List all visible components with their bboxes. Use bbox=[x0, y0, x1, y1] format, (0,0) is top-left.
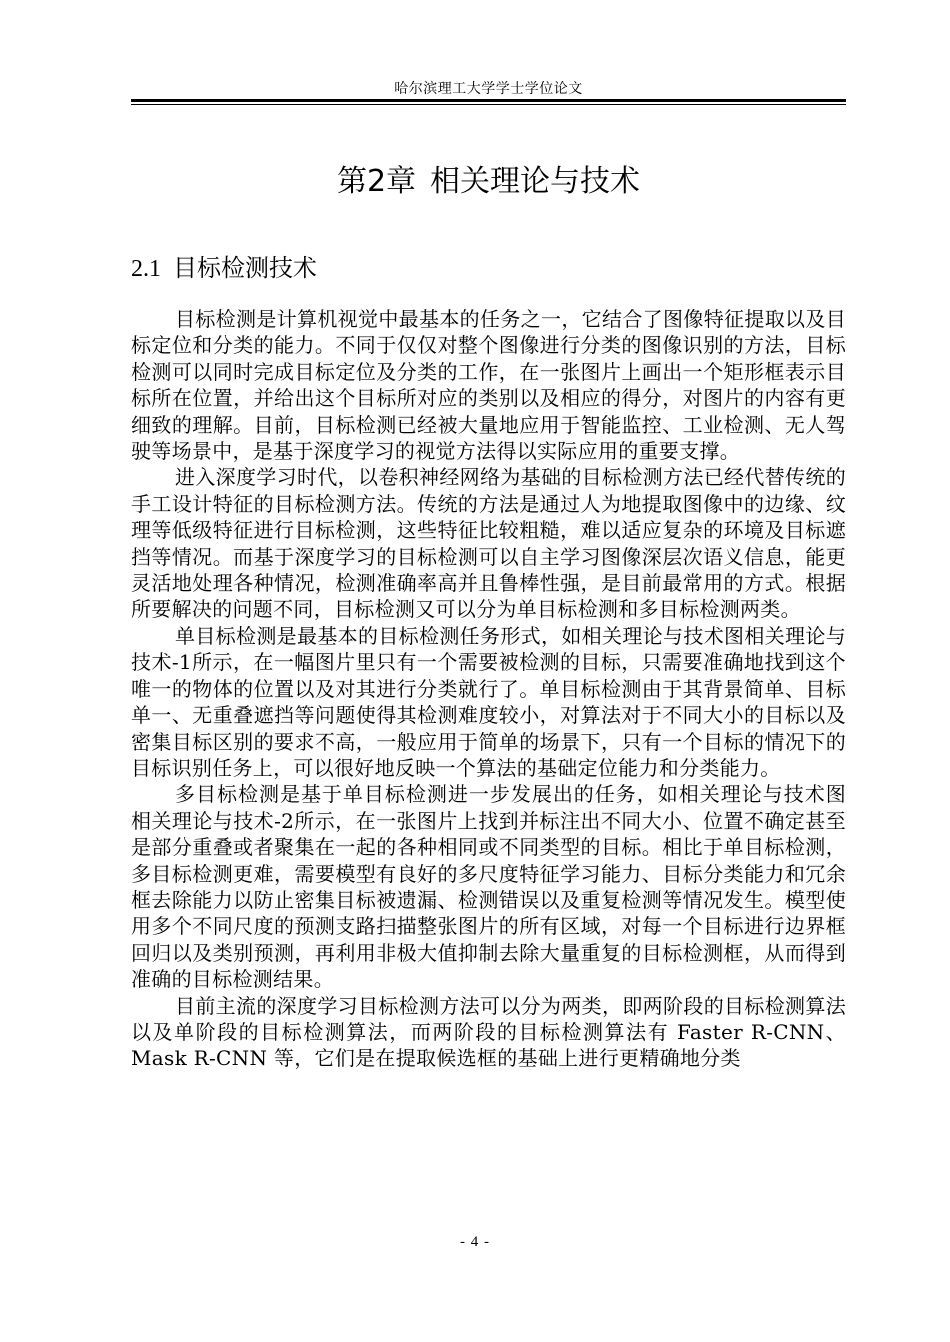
chapter-name: 相关理论与技术 bbox=[430, 164, 641, 199]
section-number: 2.1 bbox=[131, 256, 161, 282]
body-text bbox=[131, 306, 846, 1072]
paragraph: 进入深度学习时代，以卷积神经网络为基础的目标检测方法已经代替传统的手工设计特征的目标检测方法。传统的方法是通过人为地提取图像中的边缘、纹理等低级特征进行目标检测，这些特征比较粗糙，难以适应复杂的环境及目标遮挡等情况。而基于深度学习的目标检测可以自主学习图像深层次语义信息，能更灵活地处理各种情况，检测准确率高并且鲁棒性强，是目前最常用的方式。根据所要解决的问题不同，目标检测又可以分为单目标检测和多目标检测两类。 bbox=[131, 465, 846, 622]
header-rule bbox=[131, 99, 846, 102]
paragraph: 目前主流的深度学习目标检测方法可以分为两类，即两阶段的目标检测算法以及单阶段的目标检测算法，而两阶段的目标检测算法有 Faster R-CNN、Mask R-CNN 等，它们是在提取候选框的基础上进行更精确地分类 bbox=[131, 993, 846, 1071]
paragraph: 目标检测是计算机视觉中最基本的任务之一，它结合了图像特征提取以及目标定位和分类的能力。不同于仅仅对整个图像进行分类的图像识别的方法，目标检测可以同时完成目标定位及分类的工作，在一张图片上画出一个矩形框表示目标所在位置，并给出这个目标所对应的类别以及相应的得分，对图片的内容有更细致的理解。目前，目标检测已经被大量地应用于智能监控、工业检测、无人驾驶等场景中，是基于深度学习的视觉方法得以实际应用的重要支撑。 bbox=[131, 307, 846, 464]
chapter-number: 第2章 bbox=[336, 164, 417, 199]
page-number: - 4 - bbox=[460, 1234, 490, 1250]
chapter-title bbox=[131, 156, 846, 200]
section-name: 目标检测技术 bbox=[173, 254, 317, 282]
paragraph: 单目标检测是最基本的目标检测任务形式，如相关理论与技术图相关理论与技术-1所示，在一幅图片里只有一个需要被检测的目标，只需要准确地找到这个唯一的物体的位置以及对其进行分类就行了。单目标检测由于其背景简单、目标单一、无重叠遮挡等问题使得其检测难度较小，对算法对于不同大小的目标以及密集目标区别的要求不高，一般应用于简单的场景下，只有一个目标的情况下的目标识别任务上，可以很好地反映一个算法的基础定位能力和分类能力。 bbox=[131, 623, 846, 780]
header-rule-thin bbox=[131, 104, 846, 105]
running-header: 哈尔滨理工大学学士学位论文 bbox=[394, 81, 583, 97]
section-heading bbox=[131, 248, 317, 283]
paragraph: 多目标检测是基于单目标检测进一步发展出的任务，如相关理论与技术图 相关理论与技术-2所示，在一张图片上找到并标注出不同大小、位置不确定甚至是部分重叠或者聚集在一起的各种相同或不同类型的目标。相比于单目标检测，多目标检测更难，需要模型有良好的多尺度特征学习能力、目标分类能力和冗余框去除能力以防止密集目标被遗漏、检测错误以及重复检测等情况发生。模型使用多个不同尺度的预测支路扫描整张图片的所有区域，对每一个目标进行边界框回归以及类别预测，再利用非极大值抑制去除大量重复的目标检测框，从而得到准确的目标检测结果。 bbox=[131, 782, 846, 992]
